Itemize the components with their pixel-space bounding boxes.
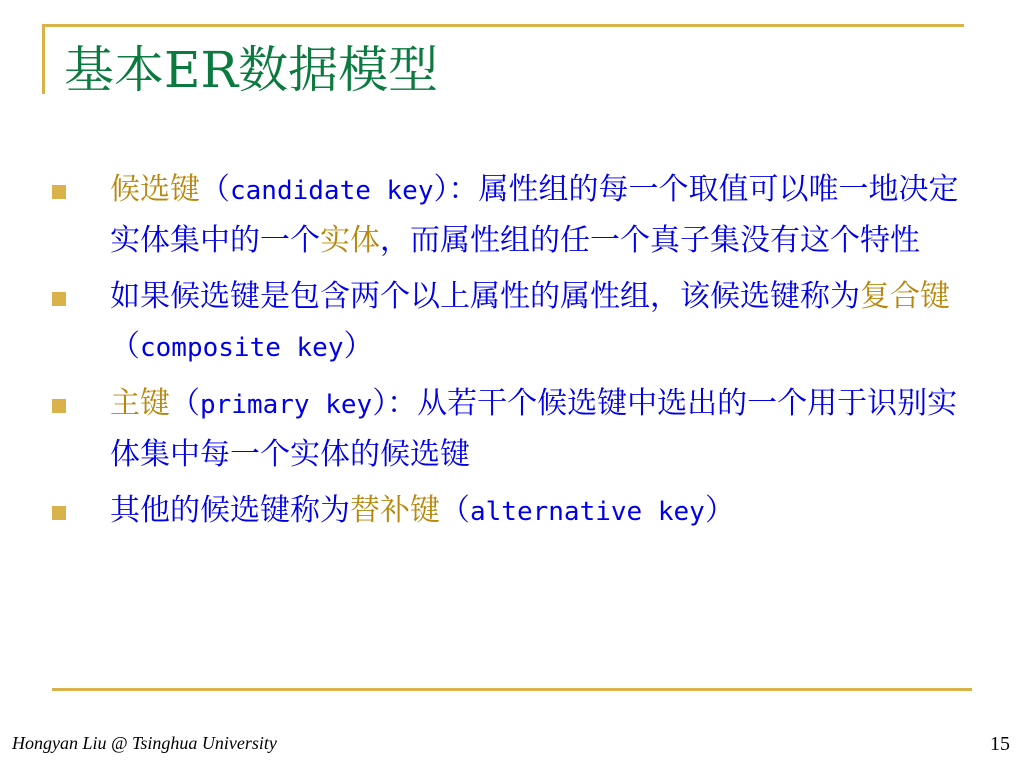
text-segment: （ bbox=[200, 172, 230, 207]
footer-author: Hongyan Liu @ Tsinghua University bbox=[12, 733, 277, 753]
term-highlight: 替补键 bbox=[350, 493, 440, 528]
text-segment: ） bbox=[704, 493, 735, 528]
text-segment: （ bbox=[440, 493, 470, 528]
square-bullet-icon bbox=[52, 185, 66, 199]
text-segment: 如果候选键是包含两个以上属性的属性组，该候选键称为 bbox=[110, 279, 860, 314]
page-number: 15 bbox=[990, 733, 1010, 755]
bullet-list bbox=[52, 165, 972, 543]
slide-title: 基本ER数据模型 bbox=[64, 41, 439, 99]
text-segment: ） bbox=[343, 329, 374, 364]
text-segment: ，而属性组的任一个真子集没有这个特性 bbox=[380, 223, 920, 258]
term-highlight: 实体 bbox=[320, 223, 380, 258]
text-segment: 其他的候选键称为 bbox=[110, 493, 350, 528]
bullet-text bbox=[110, 486, 965, 537]
english-term: primary key bbox=[200, 390, 373, 420]
bullet-text bbox=[110, 379, 965, 480]
left-border-line bbox=[42, 24, 45, 94]
bullet-item bbox=[52, 165, 972, 266]
term-highlight: 候选键 bbox=[110, 172, 200, 207]
text-segment: （ bbox=[110, 329, 140, 364]
bottom-divider bbox=[52, 688, 972, 691]
top-border-line bbox=[42, 24, 964, 27]
text-segment: ）：属性组的每一个取值可以唯一地决定实体集中的一个 bbox=[110, 172, 959, 258]
square-bullet-icon bbox=[52, 292, 66, 306]
english-term: alternative key bbox=[470, 497, 705, 527]
bullet-item bbox=[52, 486, 972, 537]
bullet-item bbox=[52, 379, 972, 480]
bullet-text bbox=[110, 165, 965, 266]
bullet-text bbox=[110, 272, 965, 373]
square-bullet-icon bbox=[52, 506, 66, 520]
english-term: candidate key bbox=[230, 176, 434, 206]
text-segment: ）：从若干个候选键中选出的一个用于识别实体集中每一个实体的候选键 bbox=[110, 386, 958, 472]
square-bullet-icon bbox=[52, 399, 66, 413]
term-highlight: 复合键 bbox=[860, 279, 950, 314]
text-segment: （ bbox=[170, 386, 200, 421]
term-highlight: 主键 bbox=[110, 386, 170, 421]
english-term: composite key bbox=[140, 333, 344, 363]
bullet-item bbox=[52, 272, 972, 373]
